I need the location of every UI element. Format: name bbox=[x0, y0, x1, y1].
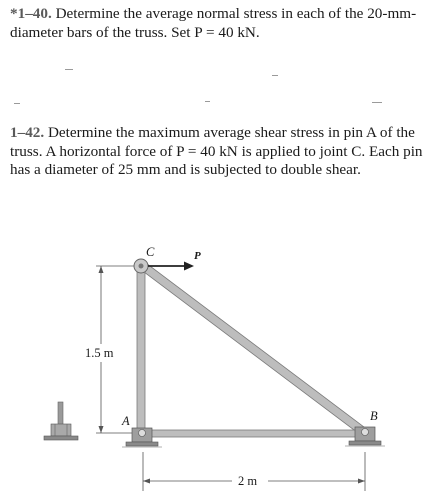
problem-number-text: 1–42. bbox=[10, 124, 45, 141]
truss-members bbox=[137, 263, 368, 437]
load-p-arrow bbox=[148, 262, 194, 271]
problem-number-text: 1–40. bbox=[17, 5, 52, 22]
label-b: B bbox=[370, 409, 378, 423]
problem-statement: Determine the maximum average shear stress in pin A of the truss. A horizontal force of P = 40 kN is applied to joint C. Each pin has a diameter of 25 mm and is subjected to double shear. bbox=[10, 124, 423, 178]
star-mark: * bbox=[10, 5, 18, 22]
horizontal-dimension-label: 2 m bbox=[238, 474, 258, 488]
label-a: A bbox=[122, 414, 130, 428]
member-ca bbox=[137, 266, 145, 436]
dimension-lines bbox=[96, 266, 365, 491]
joint-c-pin bbox=[134, 259, 148, 273]
member-cb bbox=[140, 263, 368, 436]
label-p: P bbox=[194, 250, 201, 262]
member-ab bbox=[141, 430, 365, 437]
label-c: C bbox=[146, 245, 155, 259]
problem-statement: Determine the average normal stress in each of the 20-mm-diameter bars of the truss. Set P = 40 kN. bbox=[10, 5, 417, 41]
vertical-dimension-label: 1.5 m bbox=[85, 346, 114, 360]
support-side-view bbox=[44, 402, 78, 440]
